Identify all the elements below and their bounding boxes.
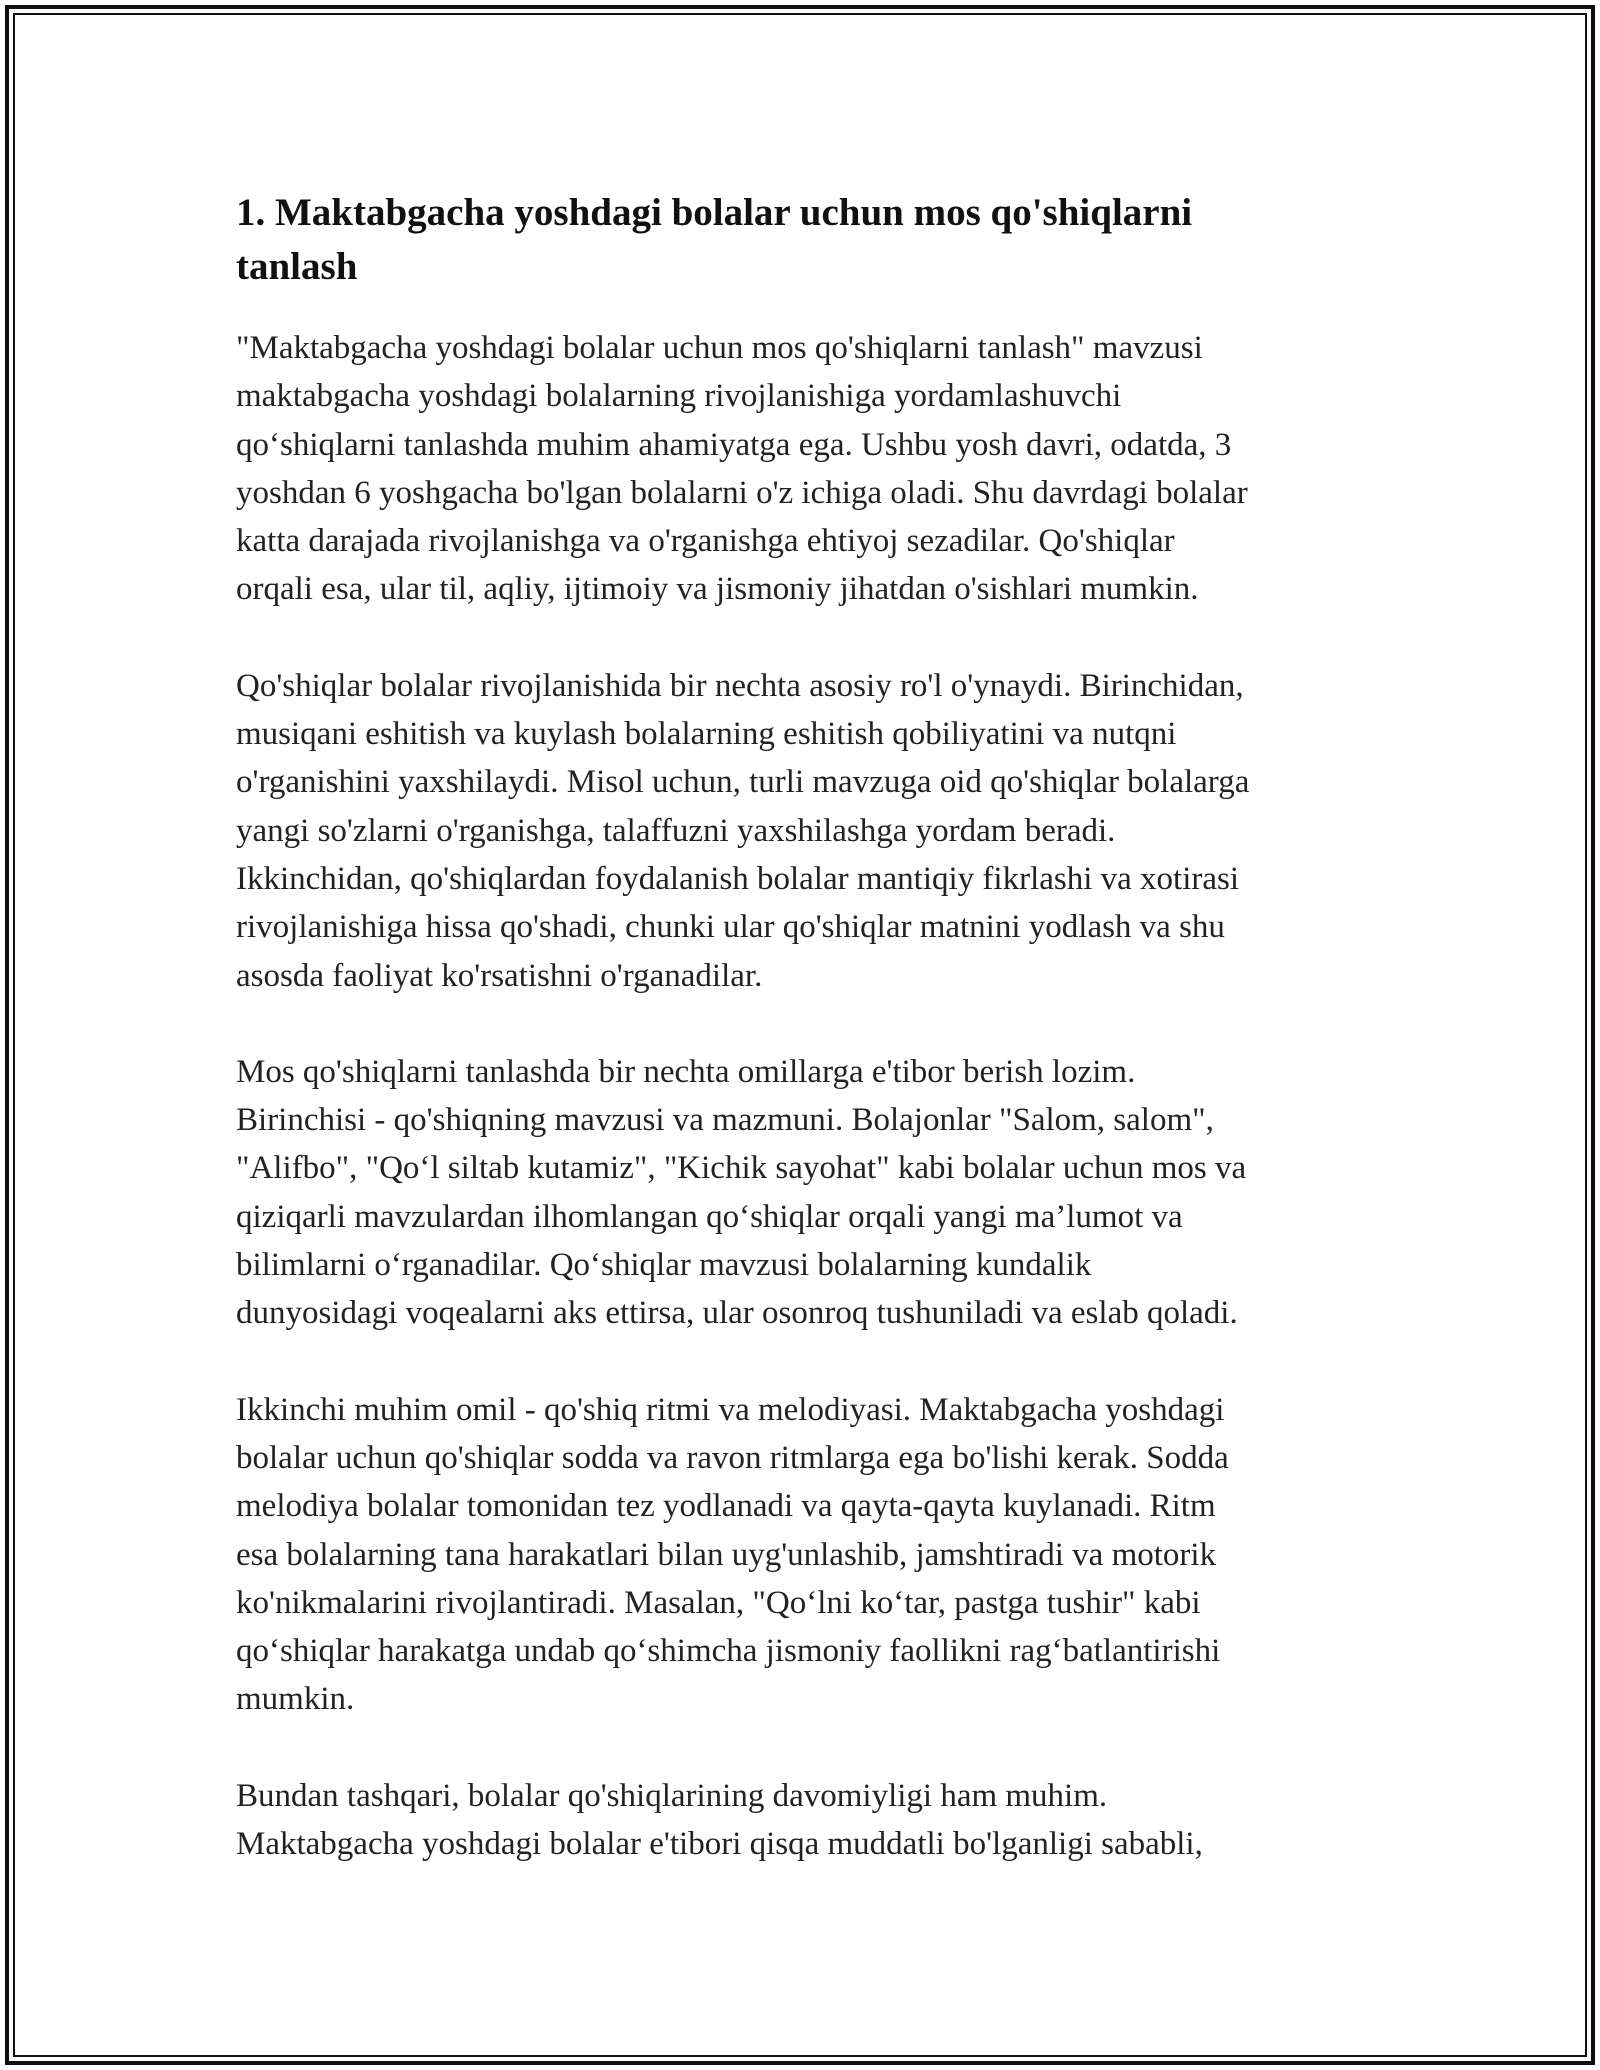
- text-line: "Alifbo", "Qo‘l siltab kutamiz", "Kichik sayohat" kabi bolalar uchun mos va: [236, 1150, 1247, 1187]
- text-line: o'rganishini yaxshilaydi. Misol uchun, turli mavzuga oid qo'shiqlar bolalarga: [236, 764, 1250, 801]
- text-line: katta darajada rivojlanishga va o'rganishga ehtiyoj sezadilar. Qo'shiqlar: [236, 523, 1175, 560]
- text-line: Maktabgacha yoshdagi bolalar e'tibori qisqa muddatli bo'lganligi sababli,: [236, 1826, 1203, 1863]
- text-line: qiziqarli mavzulardan ilhomlangan qo‘shiqlar orqali yangi ma’lumot va: [236, 1198, 1183, 1235]
- text-line: yoshdan 6 yoshgacha bo'lgan bolalarni o'z ichiga oladi. Shu davrdagi bolalar: [236, 474, 1248, 511]
- text-line: esa bolalarning tana harakatlari bilan uyg'unlashib, jamshtiradi va motorik: [236, 1536, 1217, 1573]
- text-line: musiqani eshitish va kuylash bolalarning eshitish qobiliyatini va nutqni: [236, 716, 1177, 753]
- text-line: yangi so'zlarni o'rganishga, talaffuzni yaxshilashga yordam beradi.: [236, 812, 1116, 849]
- text-line: orqali esa, ular til, aqliy, ijtimoiy va jismoniy jihatdan o'sishlari mumkin.: [236, 571, 1199, 608]
- text-line: ko'nikmalarini rivojlantiradi. Masalan, "Qo‘lni ko‘tar, pastga tushir" kabi: [236, 1584, 1201, 1621]
- text-line: Ikkinchidan, qo'shiqlardan foydalanish bolalar mantiqiy fikrlashi va xotirasi: [236, 860, 1240, 897]
- text-line: Birinchisi - qo'shiqning mavzusi va mazmuni. Bolajonlar "Salom, salom",: [236, 1102, 1214, 1139]
- paragraph-4: [236, 1386, 1376, 1724]
- text-line: bilimlarni o‘rganadilar. Qo‘shiqlar mavzusi bolalarning kundalik: [236, 1247, 1092, 1284]
- section-title: [236, 186, 1376, 294]
- text-line: maktabgacha yoshdagi bolalarning rivojlanishiga yordamlashuvchi: [236, 378, 1122, 415]
- title-line: tanlash: [236, 245, 358, 288]
- paragraph-1: [236, 324, 1376, 614]
- text-line: asosda faoliyat ko'rsatishni o'rganadilar.: [236, 957, 763, 994]
- text-line: "Maktabgacha yoshdagi bolalar uchun mos qo'shiqlarni tanlash" mavzusi: [236, 330, 1203, 366]
- document-body: [236, 186, 1376, 1916]
- paragraph-3: [236, 1048, 1376, 1338]
- text-line: bolalar uchun qo'shiqlar sodda va ravon ritmlarga ega bo'lishi kerak. Sodda: [236, 1439, 1229, 1476]
- text-line: mumkin.: [236, 1681, 355, 1718]
- text-line: Bundan tashqari, bolalar qo'shiqlarining davomiyligi ham muhim.: [236, 1777, 1108, 1814]
- title-line: 1. Maktabgacha yoshdagi bolalar uchun mos qo'shiqlarni: [236, 191, 1193, 234]
- text-line: qo‘shiqlar harakatga undab qo‘shimcha jismoniy faollikni rag‘batlantirishi: [236, 1633, 1221, 1670]
- paragraph-2: [236, 662, 1376, 1000]
- text-line: Mos qo'shiqlarni tanlashda bir nechta omillarga e'tibor berish lozim.: [236, 1053, 1136, 1090]
- text-line: melodiya bolalar tomonidan tez yodlanadi va qayta-qayta kuylanadi. Ritm: [236, 1488, 1216, 1525]
- text-line: dunyosidagi voqealarni aks ettirsa, ular osonroq tushuniladi va eslab qoladi.: [236, 1295, 1238, 1332]
- text-line: Qo'shiqlar bolalar rivojlanishida bir nechta asosiy ro'l o'ynaydi. Birinchidan,: [236, 667, 1244, 704]
- text-line: Ikkinchi muhim omil - qo'shiq ritmi va melodiyasi. Maktabgacha yoshdagi: [236, 1391, 1225, 1428]
- paragraph-5: [236, 1772, 1376, 1869]
- text-line: qo‘shiqlarni tanlashda muhim ahamiyatga ega. Ushbu yosh davri, odatda, 3: [236, 426, 1232, 463]
- text-line: rivojlanishiga hissa qo'shadi, chunki ular qo'shiqlar matnini yodlash va shu: [236, 909, 1225, 946]
